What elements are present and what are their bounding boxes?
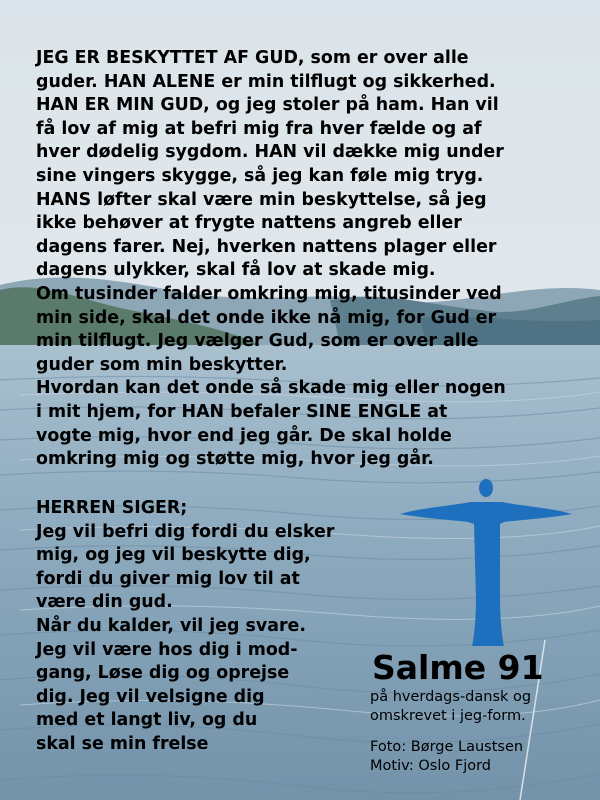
photo-credit: Foto: Børge Laustsen bbox=[370, 739, 524, 755]
text-line: dagens farer. Nej, hverken nattens plager eller bbox=[36, 236, 497, 257]
text-line: med et langt liv, og du bbox=[36, 710, 258, 731]
text-line: Om tusinder falder omkring mig, titusinder ved bbox=[36, 283, 502, 304]
text-line: vogte mig, hvor end jeg går. De skal holde bbox=[36, 425, 452, 446]
text-line: min side, skal det onde ikke nå mig, for Gud er bbox=[36, 307, 497, 328]
text-line: omkring mig og støtte mig, hvor jeg går. bbox=[36, 449, 434, 470]
text-line: HERREN SIGER; bbox=[36, 498, 188, 518]
text-line: HANS løfter skal være min beskyttelse, så jeg bbox=[36, 189, 487, 210]
subtitle-line: omskrevet i jeg-form. bbox=[370, 708, 526, 724]
text-line: skal se min frelse bbox=[36, 733, 209, 754]
text-line: min tilflugt. Jeg vælger Gud, som er over alle bbox=[36, 331, 479, 352]
text-line: guder. HAN ALENE er min tilflugt og sikkerhed. bbox=[36, 71, 496, 92]
text-line: Når du kalder, vil jeg svare. bbox=[36, 615, 306, 636]
subtitle-line: på hverdags-dansk og bbox=[370, 689, 532, 705]
text-line: i mit hjem, for HAN befaler SINE ENGLE at bbox=[36, 401, 448, 422]
photo-credits bbox=[370, 738, 523, 776]
text-line: Jeg vil befri dig fordi du elsker bbox=[36, 521, 335, 542]
subtitle bbox=[370, 688, 531, 726]
text-line: Hvordan kan det onde så skade mig eller nogen bbox=[36, 378, 506, 399]
text-line: guder som min beskytter. bbox=[36, 354, 288, 375]
text-line: gang, Løse dig og oprejse bbox=[36, 663, 290, 684]
text-line: mig, og jeg vil beskytte dig, bbox=[36, 545, 311, 566]
text-line: JEG ER BESKYTTET AF GUD, som er over alle bbox=[36, 48, 469, 68]
text-line: være din gud. bbox=[36, 592, 173, 613]
text-line: få lov af mig at befri mig fra hver fælde og af bbox=[36, 118, 482, 139]
text-line: fordi du giver mig lov til at bbox=[36, 568, 300, 589]
text-line: sine vingers skygge, så jeg kan føle mig tryg. bbox=[36, 165, 484, 186]
text-line: HAN ER MIN GUD, og jeg stoler på ham. Han vil bbox=[36, 95, 499, 116]
christ-statue-icon bbox=[400, 478, 572, 648]
salme-title: Salme 91 bbox=[372, 648, 544, 687]
text-line: ikke behøver at frygte nattens angreb eller bbox=[36, 213, 462, 234]
text-line: Jeg vil være hos dig i mod- bbox=[36, 639, 298, 660]
text-line: dagens ulykker, skal få lov at skade mig. bbox=[36, 260, 436, 281]
psalm-lower-text bbox=[36, 497, 396, 757]
text-line: hver dødelig sygdom. HAN vil dække mig under bbox=[36, 142, 504, 163]
psalm-main-text bbox=[36, 47, 596, 472]
motif-credit: Motiv: Oslo Fjord bbox=[370, 758, 492, 774]
text-line: dig. Jeg vil velsigne dig bbox=[36, 686, 265, 707]
